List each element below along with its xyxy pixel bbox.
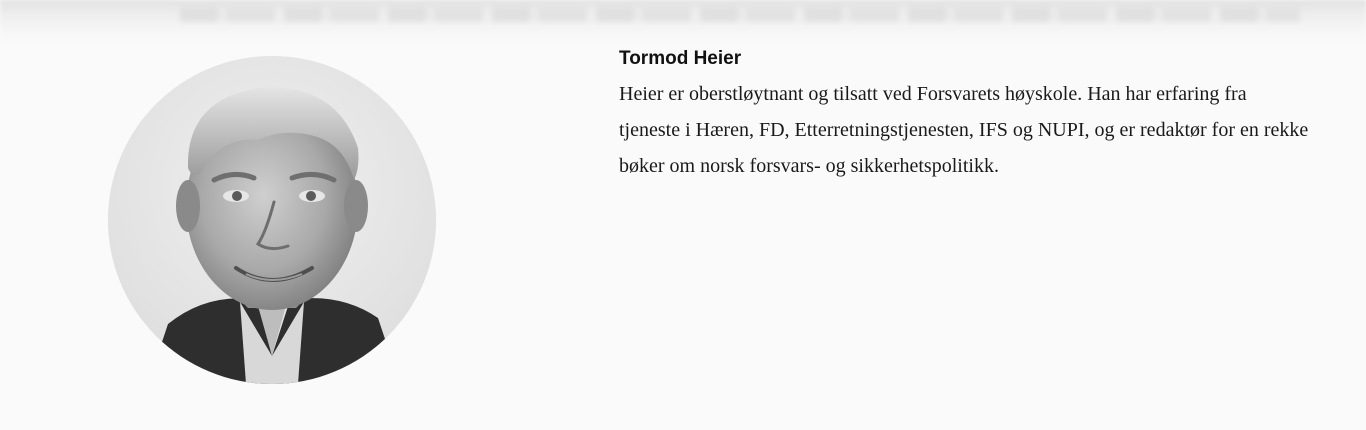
- avatar: [108, 56, 436, 384]
- portrait-photo-icon: [108, 56, 436, 384]
- author-description: Heier er oberstløytnant og tilsatt ved Forsvarets høyskole. Han har erfaring fra tjeneste i Hæren, FD, Etterretningstjenesten, IFS og NUPI, og er redaktør for en rekke bøker om norsk forsvars- og sikkerhetspolitikk.: [619, 83, 1309, 177]
- author-name: Tormod Heier: [619, 48, 742, 69]
- author-bio: [619, 46, 1319, 184]
